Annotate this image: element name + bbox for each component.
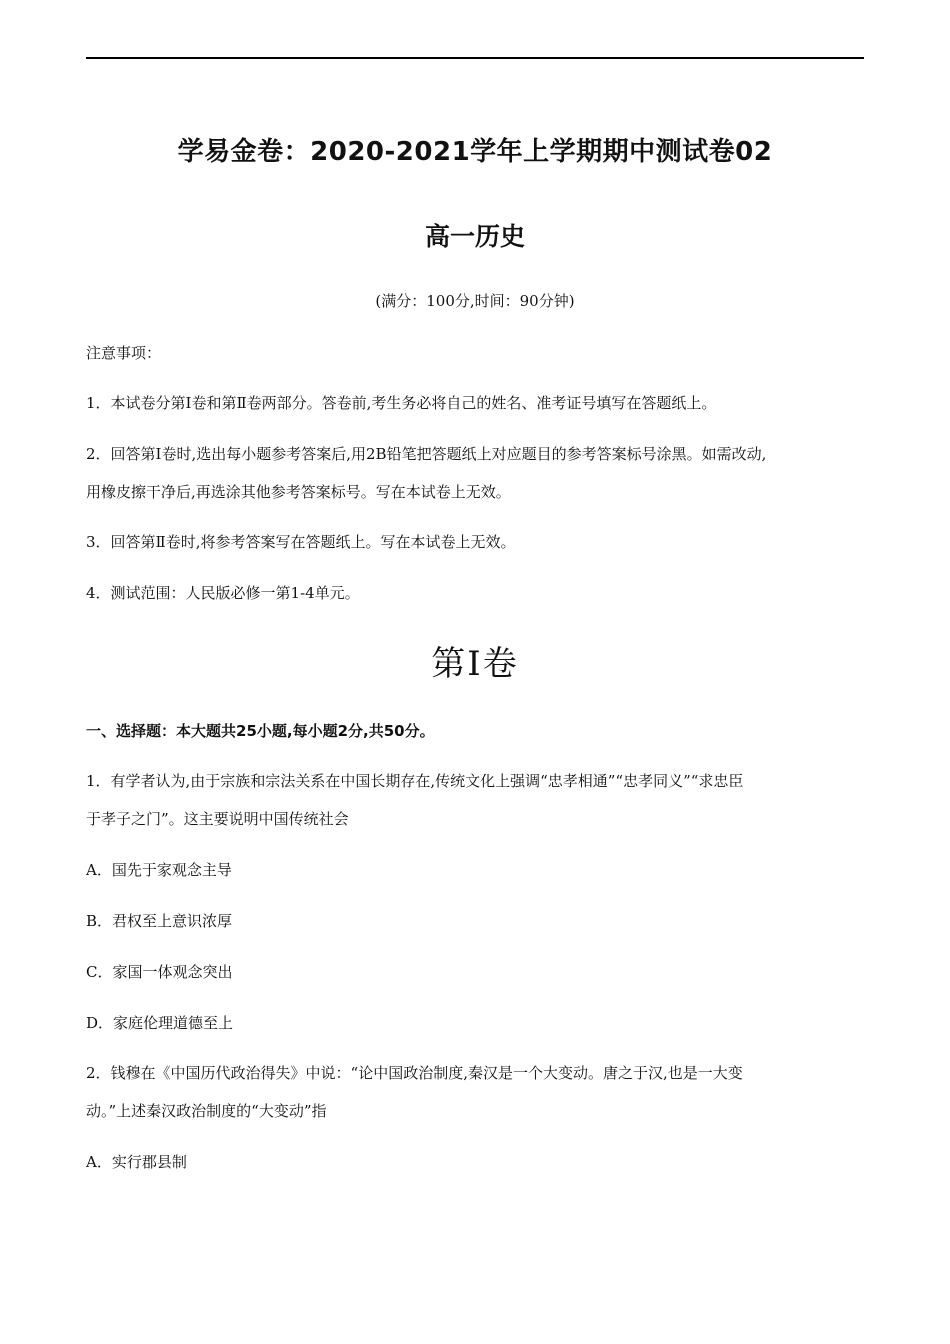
note-item-1: 1．本试卷分第Ⅰ卷和第Ⅱ卷两部分。答卷前,考生务必将自己的姓名、准考证号填写在答题纸上。 bbox=[86, 394, 717, 412]
note-item-2-line-2: 用橡皮擦干净后,再选涂其他参考答案标号。写在本试卷上无效。 bbox=[86, 483, 511, 501]
notes-heading: 注意事项： bbox=[86, 344, 162, 362]
question-2-stem-line-1: 2．钱穆在《中国历代政治得失》中说：“论中国政治制度,秦汉是一个大变动。唐之于汉,也是一大变 bbox=[86, 1064, 743, 1082]
question-1-option-d: D．家庭伦理道德至上 bbox=[86, 1014, 234, 1032]
note-item-3: 3．回答第Ⅱ卷时,将参考答案写在答题纸上。写在本试卷上无效。 bbox=[86, 533, 516, 551]
question-2-option-a: A．实行郡县制 bbox=[86, 1153, 187, 1171]
question-1-stem-line-1: 1．有学者认为,由于宗族和宗法关系在中国长期存在,传统文化上强调“忠孝相通”“忠孝同义”“求忠臣 bbox=[86, 772, 744, 790]
section-heading-choice: 一、选择题：本大题共25小题,每小题2分,共50分。 bbox=[86, 722, 435, 740]
question-1-option-c: C．家国一体观念突出 bbox=[86, 963, 233, 981]
subject-title: 高一历史 bbox=[424, 222, 525, 251]
question-1-stem-line-2: 于孝子之门”。这主要说明中国传统社会 bbox=[86, 810, 349, 828]
note-item-4: 4．测试范围：人民版必修一第1-4单元。 bbox=[86, 584, 360, 602]
score-time-info: (满分：100分,时间：90分钟) bbox=[375, 292, 575, 310]
note-item-2-line-1: 2．回答第Ⅰ卷时,选出每小题参考答案后,用2B铅笔把答题纸上对应题目的参考答案标号涂黑。如需改动, bbox=[86, 445, 767, 463]
question-1-option-b: B．君权至上意识浓厚 bbox=[86, 912, 233, 930]
question-1-option-a: A．国先于家观念主导 bbox=[86, 861, 232, 879]
question-2-stem-line-2: 动。”上述秦汉政治制度的“大变动”指 bbox=[86, 1102, 327, 1120]
header-rule bbox=[86, 57, 864, 59]
part-one-heading: 第Ⅰ卷 bbox=[431, 644, 519, 684]
exam-title: 学易金卷：2020-2021学年上学期期中测试卷02 bbox=[177, 137, 773, 167]
